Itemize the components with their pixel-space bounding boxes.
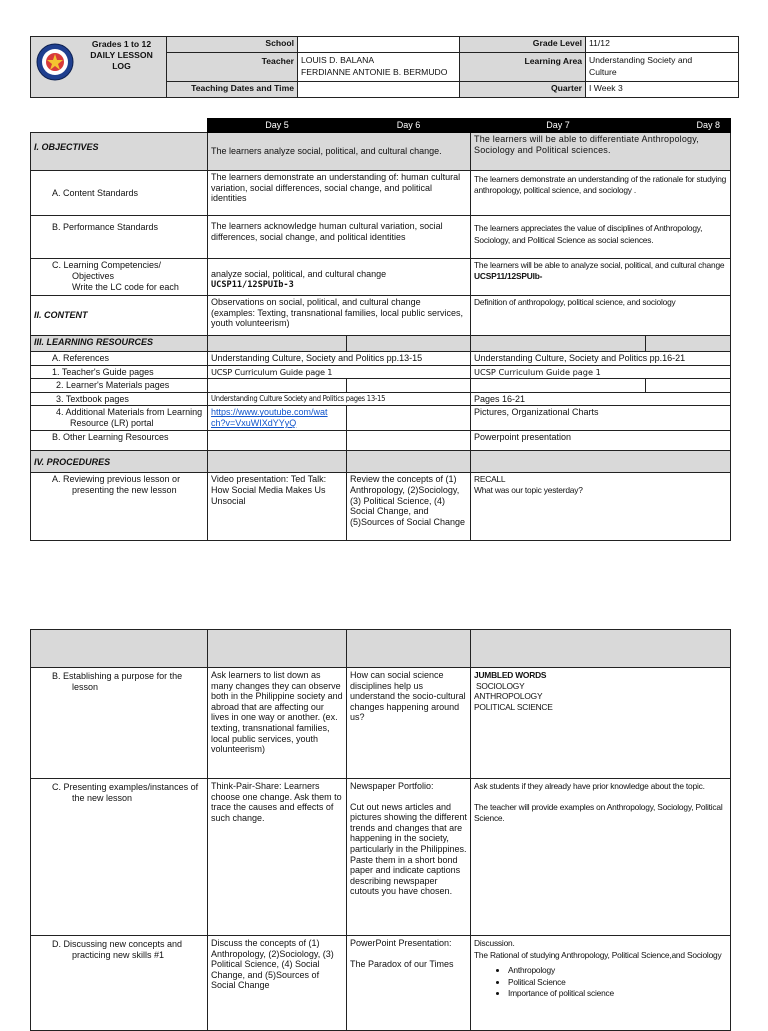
- textbook-label: 3. Textbook pages: [31, 392, 208, 406]
- jumbled-word-2: ANTHROPOLOGY: [474, 691, 543, 702]
- deped-seal-icon: [35, 43, 75, 83]
- resources-label: III. LEARNING RESOURCES: [31, 336, 208, 352]
- teacher-label: Teacher: [167, 53, 298, 82]
- reviewing-day6: Review the concepts of (1) Anthropology, (2)Sociology, (3) Political Science, (4) Social Change, and (5)Sources of Social Change: [347, 473, 471, 541]
- discussing-concepts-label: D. Discussing new concepts and practicing new skills #1: [31, 936, 208, 1031]
- competencies-day56-text: analyze social, political, and cultural change: [211, 269, 387, 279]
- other-resources-day5: [208, 431, 347, 451]
- other-resources-label: B. Other Learning Resources: [31, 431, 208, 451]
- learners-materials-label: 2. Learner's Materials pages: [31, 379, 208, 393]
- lesson-log-table-continued: [30, 629, 731, 1031]
- school-value: [298, 37, 460, 53]
- objectives-label: I. OBJECTIVES: [31, 133, 208, 171]
- performance-standards-day78: The learners appreciates the value of disciplines of Anthropology, Sociology, and Political Science as social sciences.: [471, 216, 731, 259]
- procedures-day6: [347, 451, 471, 473]
- grade-level-label: Grade Level: [460, 37, 586, 53]
- teachers-guide-day56: UCSP Curriculum Guide page 1: [208, 365, 471, 379]
- teacher-name-1: LOUIS D. BALANA: [301, 55, 375, 65]
- teacher-name-2: FERDIANNE ANTONIE B. BERMUDO: [301, 67, 448, 77]
- teacher-examples-text: The teacher will provide examples on Anthropology, Sociology, Political Science.: [474, 801, 723, 823]
- discussion-bullet-list: [474, 965, 727, 1000]
- procedures-day5: [208, 451, 347, 473]
- procedures-label: IV. PROCEDURES: [31, 451, 208, 473]
- additional-materials-day5: [208, 406, 347, 431]
- establishing-purpose-label: B. Establishing a purpose for the lesson: [31, 668, 208, 779]
- resources-day8: [646, 336, 731, 352]
- header-title-line2: DAILY LESSON: [90, 50, 153, 60]
- continued-blank-day5: [208, 630, 347, 668]
- header-title-cell: [31, 37, 167, 98]
- jumbled-word-1: SOCIOLOGY: [476, 680, 525, 691]
- teachers-guide-day78: UCSP Curriculum Guide page 1: [471, 365, 731, 379]
- learning-area-value: [586, 53, 739, 82]
- teachers-guide-label: 1. Teacher's Guide pages: [31, 365, 208, 379]
- learners-day5: [208, 379, 347, 393]
- lesson-log-table: [30, 118, 731, 541]
- newspaper-portfolio-title: Newspaper Portfolio:: [350, 781, 434, 791]
- establishing-purpose-day5: Ask learners to list down as many changes they can observe both in the Philippine society and abroad that are affecting our lives in one way or another. (ex. texting, transnational families, local public services, youth volunteerism): [208, 668, 347, 779]
- objectives-day56: The learners analyze social, political, and cultural change.: [208, 133, 471, 171]
- recall-heading: RECALL: [474, 474, 506, 485]
- dates-label: Teaching Dates and Time: [167, 82, 298, 98]
- quarter-value: I Week 3: [586, 82, 739, 98]
- presenting-examples-day5: Think-Pair-Share: Learners choose one change. Ask them to trace the causes and effects of such change.: [208, 779, 347, 936]
- discussing-concepts-day78: [471, 936, 731, 1031]
- reviewing-day78: [471, 473, 731, 541]
- dates-value: [298, 82, 460, 98]
- bullet-item: • Political Science: [508, 977, 727, 989]
- other-resources-day6: [347, 431, 471, 451]
- jumbled-words-title: JUMBLED WORDS: [474, 670, 547, 680]
- quarter-label: Quarter: [460, 82, 586, 98]
- additional-materials-day78: Pictures, Organizational Charts: [471, 406, 731, 431]
- performance-standards-label: B. Performance Standards: [31, 216, 208, 259]
- prior-knowledge-text: Ask students if they already have prior knowledge about the topic.: [474, 781, 705, 791]
- learners-day6: [347, 379, 471, 393]
- content-standards-day56: The learners demonstrate an understanding of: human cultural variation, social differences, social change, and political identities: [208, 171, 471, 216]
- bullet-item: • Anthropology: [508, 965, 727, 977]
- content-standards-day78: The learners demonstrate an understanding of the rationale for studying anthropology, political science, and sociology .: [471, 171, 731, 216]
- competencies-day78: [471, 259, 731, 296]
- presenting-examples-label: C. Presenting examples/instances of the new lesson: [31, 779, 208, 936]
- blank-corner: [31, 119, 208, 133]
- reviewing-day5: Video presentation: Ted Talk: How Social Media Makes Us Unsocial: [208, 473, 347, 541]
- discussing-concepts-day6: [347, 936, 471, 1031]
- references-label: A. References: [31, 352, 208, 366]
- content-standards-label: A. Content Standards: [31, 171, 208, 216]
- learning-area-line2: Culture: [589, 67, 617, 77]
- day8-header: Day 8: [646, 119, 731, 133]
- performance-standards-day56: The learners acknowledge human cultural variation, social differences, social change, and political identities: [208, 216, 471, 259]
- competencies-label: C. Learning Competencies/ Objectives Write the LC code for each: [31, 259, 208, 296]
- textbook-day78: Pages 16-21: [471, 392, 731, 406]
- learning-area-line1: Understanding Society and: [589, 55, 693, 65]
- content-day78: Definition of anthropology, political science, and sociology: [471, 296, 731, 336]
- competencies-day78-code: UCSP11/12SPUIb-: [474, 270, 543, 281]
- day5-header: Day 5: [208, 119, 347, 133]
- resources-day7: [471, 336, 646, 352]
- teacher-value: [298, 53, 460, 82]
- header-title-line1: Grades 1 to 12: [91, 39, 152, 49]
- resources-day6: [347, 336, 471, 352]
- jumbled-word-3: POLITICAL SCIENCE: [474, 701, 553, 712]
- grade-level-value: 11/12: [586, 37, 739, 53]
- continued-blank-day6: [347, 630, 471, 668]
- learners-day7: [471, 379, 646, 393]
- newspaper-portfolio-body: Cut out news articles and pictures showing the different trends and changes that are happening in the society, particularly in the Philippines. Paste them in a short bond paper and indicate captions describing newspaper cutouts you have chosen.: [350, 801, 467, 897]
- establishing-purpose-day78: [471, 668, 731, 779]
- resources-day5: [208, 336, 347, 352]
- powerpoint-title: PowerPoint Presentation:: [350, 938, 452, 948]
- competencies-day78-text: The learners will be able to analyze social, political, and cultural change: [474, 260, 725, 270]
- powerpoint-topic: The Paradox of our Times: [350, 958, 454, 969]
- references-day78: Understanding Culture, Society and Politics pp.16-21: [471, 352, 731, 366]
- youtube-link[interactable]: https://www.youtube.com/wat ch?v=VxuWIXdYYyQ: [211, 407, 328, 428]
- presenting-examples-day78: [471, 779, 731, 936]
- competencies-day56: [208, 259, 471, 296]
- continued-blank-day78: [471, 630, 731, 668]
- learners-day8: [646, 379, 731, 393]
- presenting-examples-day6: [347, 779, 471, 936]
- additional-materials-day6: [347, 406, 471, 431]
- procedures-day78: [471, 451, 731, 473]
- discussing-concepts-day5: Discuss the concepts of (1) Anthropology, (2)Sociology, (3) Political Science, (4) Social Change, and (5)Sources of Social Change: [208, 936, 347, 1031]
- content-label: II. CONTENT: [31, 296, 208, 336]
- bullet-item: • Importance of political science: [508, 988, 727, 1000]
- learning-area-label: Learning Area: [460, 53, 586, 82]
- school-label: School: [167, 37, 298, 53]
- header-title-line3: LOG: [112, 61, 131, 71]
- discussion-heading: Discussion.: [474, 938, 515, 948]
- other-resources-day78: Powerpoint presentation: [471, 431, 731, 451]
- content-day56: Observations on social, political, and cultural change (examples: Texting, transnational families, local public services, youth volunteerism): [208, 296, 471, 336]
- day6-header: Day 6: [347, 119, 471, 133]
- textbook-day56: Understanding Culture Society and Politics pages 13-15: [208, 392, 471, 406]
- establishing-purpose-day6: How can social science disciplines help us understand the socio-cultural changes happening around us?: [347, 668, 471, 779]
- references-day56: Understanding Culture, Society and Politics pp.13-15: [208, 352, 471, 366]
- discussion-rationale: The Rational of studying Anthropology, Political Science,and Sociology: [474, 949, 722, 960]
- recall-question: What was our topic yesterday?: [474, 484, 583, 495]
- competencies-day56-code: UCSP11/12SPUIb-3: [211, 279, 294, 290]
- header-table: [30, 36, 739, 98]
- continued-blank-label: [31, 630, 208, 668]
- reviewing-lesson-label: A. Reviewing previous lesson or presenting the new lesson: [31, 473, 208, 541]
- objectives-day78: The learners will be able to differentiate Anthropology, Sociology and Political sciences.: [471, 133, 731, 171]
- additional-materials-label: 4. Additional Materials from Learning Resource (LR) portal: [31, 406, 208, 431]
- day7-header: Day 7: [471, 119, 646, 133]
